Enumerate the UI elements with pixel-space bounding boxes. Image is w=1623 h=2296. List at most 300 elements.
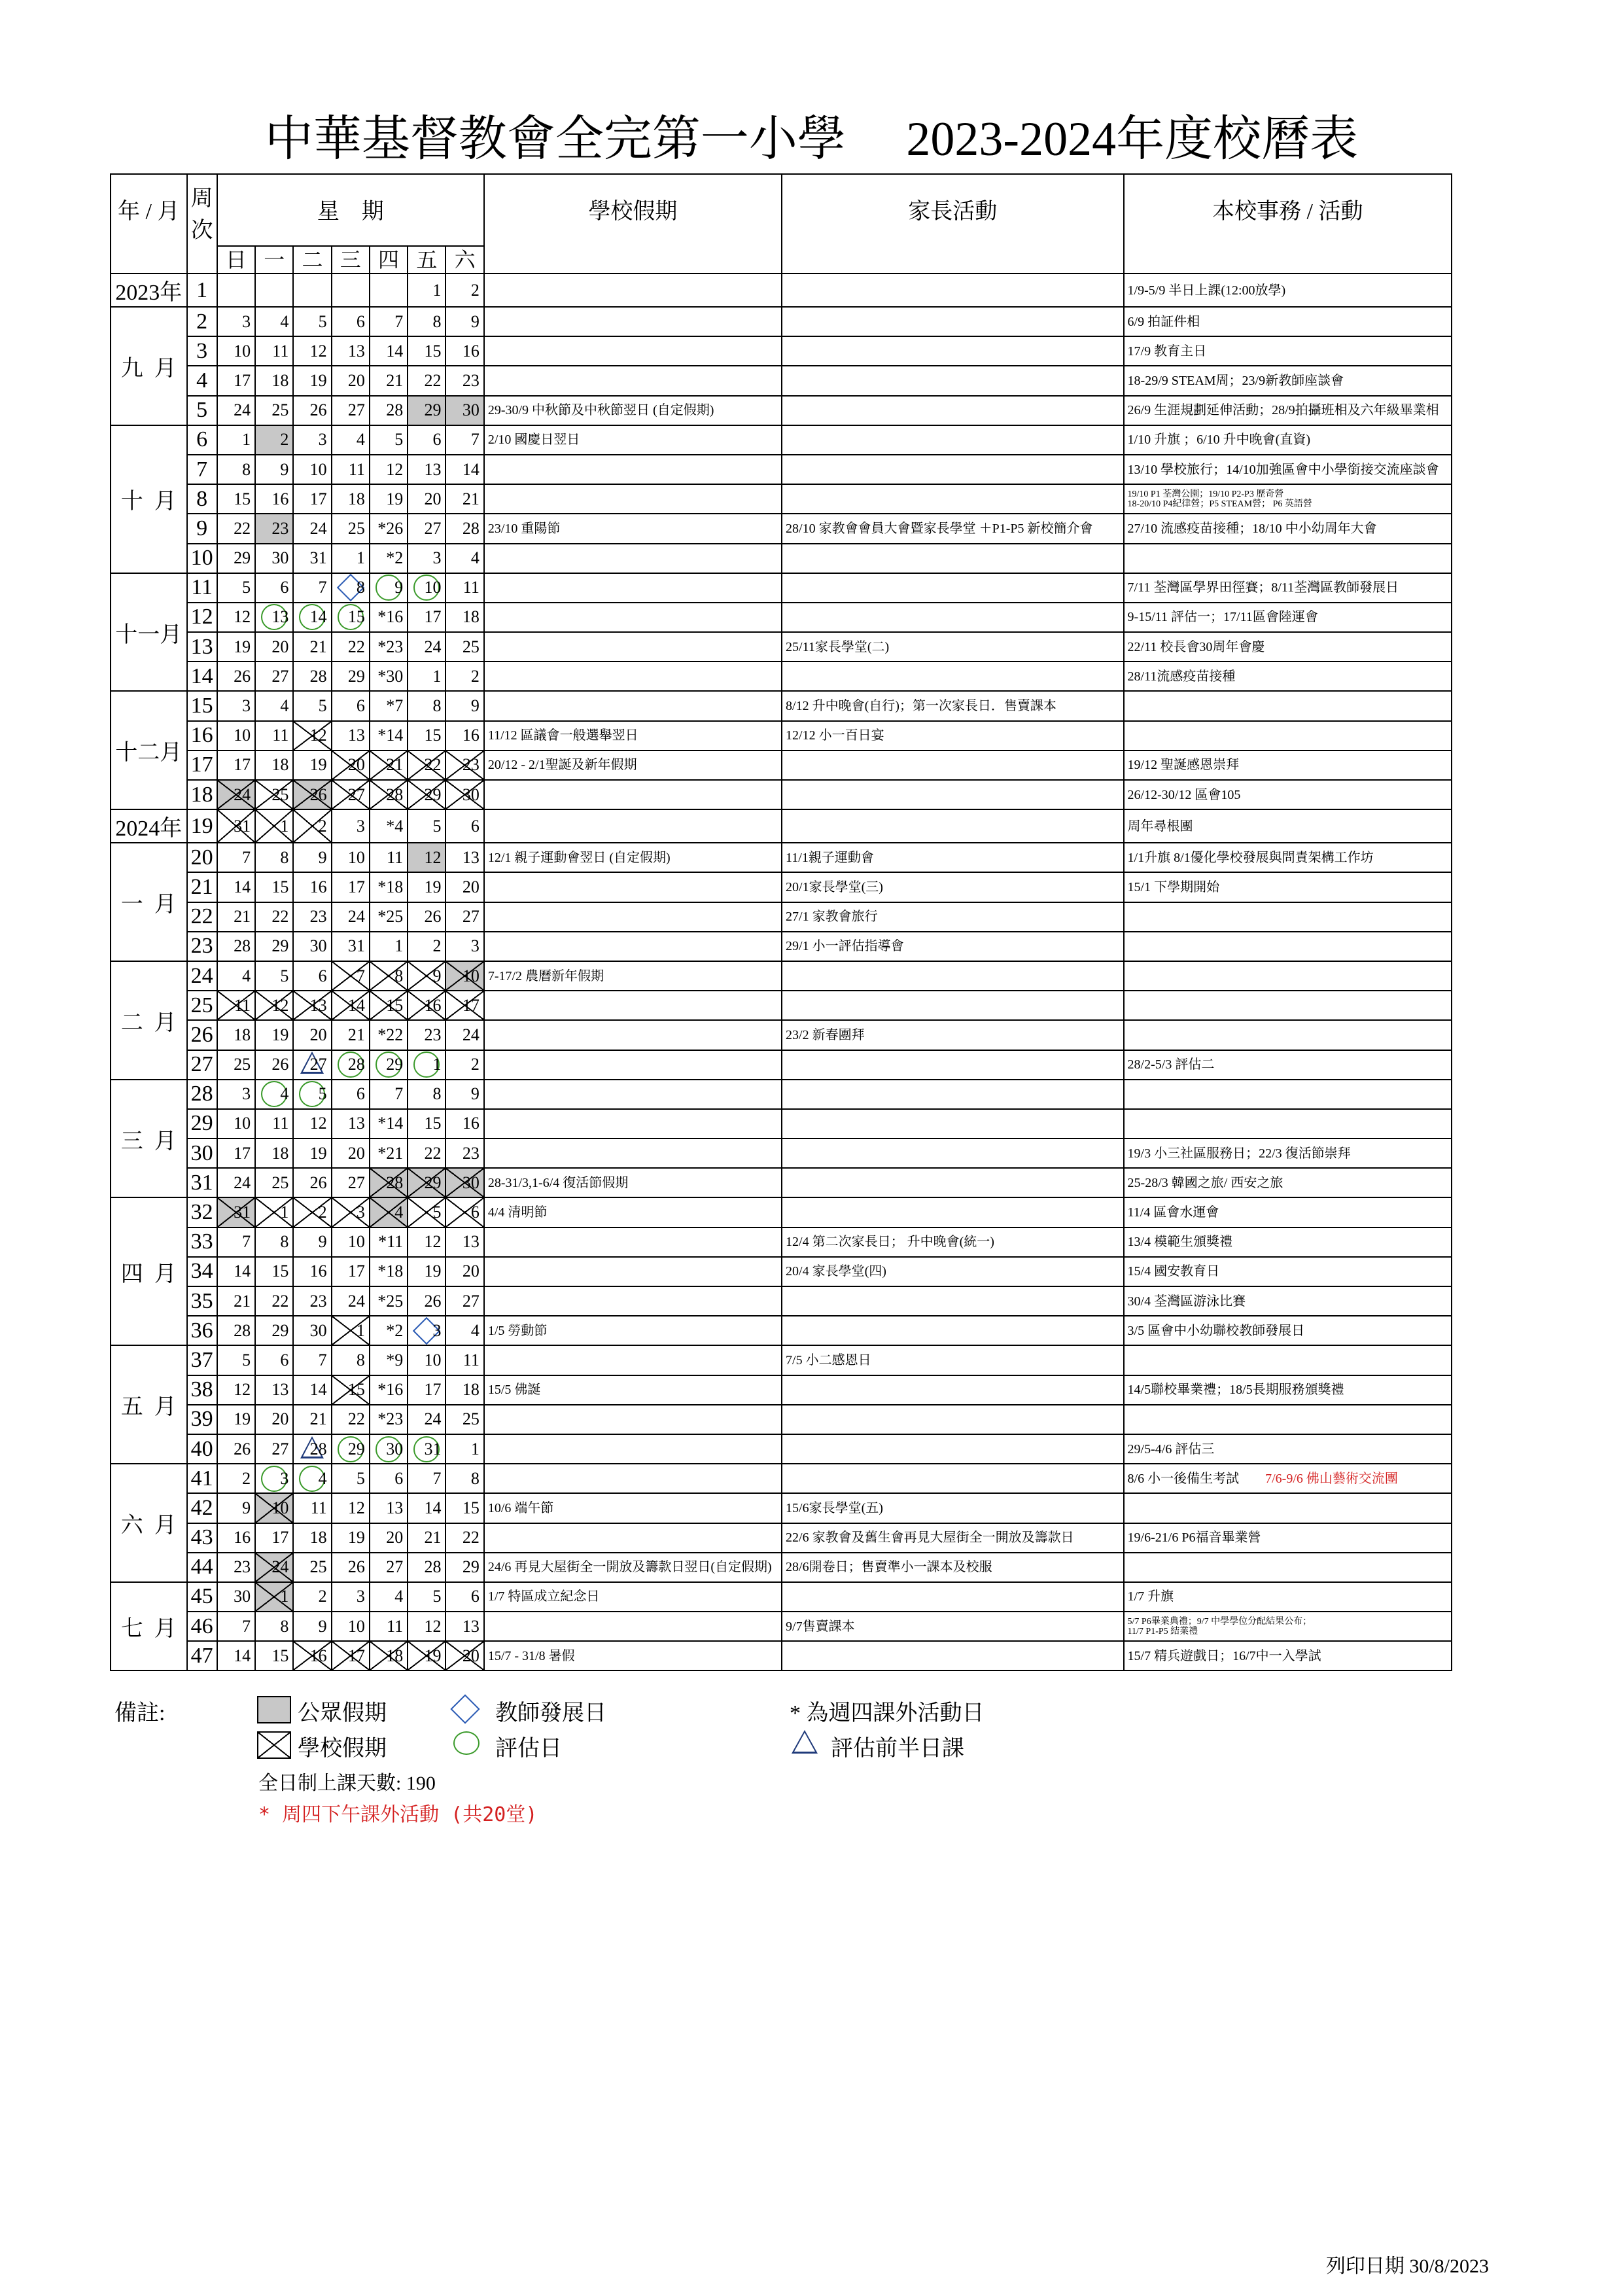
day-number: 8 [432,1084,442,1104]
day-number: 25 [271,400,289,420]
school-holiday-cell [484,1405,782,1434]
day-cell [370,307,408,336]
week-row [111,1050,1452,1080]
day-number: 30 [309,1320,327,1340]
school-affairs-red-text: 7/6-9/6 佛山藝術交流團 [1265,1471,1398,1486]
day-number: 17 [234,755,251,775]
day-cell [408,780,445,809]
day-cell [293,1405,331,1434]
day-number: 18 [462,1380,480,1400]
parent-activity-cell [782,396,1124,425]
day-cell [370,366,408,395]
day-number: 17 [424,607,442,627]
school-holiday-cell-text: 15/7 - 31/8 暑假 [487,1648,575,1663]
school-holiday-cell [484,809,782,843]
day-number: 20 [347,370,365,390]
day-cell [332,1080,370,1109]
school-affairs-cell [1124,721,1452,751]
week-row [111,336,1452,366]
parent-activity-cell [782,1464,1124,1493]
day-number: 22 [271,1291,289,1311]
school-holiday-cell [484,932,782,961]
day-number: 23 [462,1143,480,1163]
day-number: 7 [394,1084,404,1104]
day-number: 6 [470,1203,480,1222]
day-cell [408,1139,445,1168]
school-holiday-cell-text: 1/5 勞動節 [487,1323,548,1338]
day-cell [255,573,293,603]
parent-activity-cell-text: 8/12 升中晚會(自行)；第一次家長日．售賣課本 [786,699,1056,714]
day-cell [445,1227,483,1257]
day-cell [445,809,483,843]
day-cell [370,455,408,484]
day-cell [217,1168,255,1197]
page-title: 中華基督教會全完第一小學 2023-2024年度校曆表 [264,113,1359,166]
day-cell [332,514,370,543]
day-cell [255,1345,293,1375]
day-number: 1 [394,936,404,956]
day-number: 11 [462,578,480,597]
day-cell [370,544,408,573]
month-label: 三 月 [111,1080,187,1198]
day-cell [408,1464,445,1493]
week-row [111,1020,1452,1050]
day-cell [370,1405,408,1434]
day-cell [293,809,331,843]
day-number: 7 [470,430,480,450]
school-affairs-cell [1124,1316,1452,1345]
day-number: 23 [271,518,289,538]
parent-activity-cell-text: 23/2 新春團拜 [786,1027,865,1042]
day-cell [255,366,293,395]
day-cell [370,751,408,780]
day-cell [445,1345,483,1375]
school-affairs-cell-text: 17/9 教育主日 [1127,344,1207,359]
day-number: 28 [424,1557,442,1577]
month-label: 2024年 [111,809,187,843]
day-cell [293,662,331,691]
week-row [111,366,1452,395]
day-cell [445,1020,483,1050]
day-number: 17 [347,1646,365,1665]
day-cell [332,1523,370,1553]
day-number: 3 [356,816,365,836]
day-number: 12 [424,847,442,867]
day-cell [293,780,331,809]
day-cell [255,514,293,543]
day-cell [445,484,483,514]
day-number: 16 [424,995,442,1015]
school-holiday-cell [484,1553,782,1582]
day-cell [217,961,255,991]
day-number: 9 [318,1232,327,1252]
week-row [111,751,1452,780]
school-affairs-cell-text: 9-15/11 評估一；17/11區會陸運會 [1127,610,1318,625]
day-number: 9 [242,1498,251,1517]
school-holiday-cell-text: 10/6 端午節 [487,1500,554,1515]
school-holiday-cell [484,425,782,455]
parent-activity-cell [782,1612,1124,1641]
day-cell [408,336,445,366]
day-cell [332,396,370,425]
day-cell [370,902,408,932]
day-cell [255,780,293,809]
day-cell [332,1464,370,1493]
day-cell [445,1582,483,1612]
school-affairs-cell [1124,1020,1452,1050]
month-label: 五 月 [111,1345,187,1464]
day-number: 17 [347,877,365,896]
day-cell [408,1641,445,1670]
week-number: 17 [187,751,217,780]
school-affairs-cell-text-2: 18-20/10 P4紀律營；P5 STEAM營； P6 英語營 [1127,499,1312,509]
parent-activity-cell-text: 9/7售賣課本 [786,1619,855,1634]
day-number: 10 [462,966,480,985]
week-number: 9 [187,514,217,543]
day-number: 11 [234,995,251,1015]
week-row [111,573,1452,603]
day-cell [255,1641,293,1670]
day-cell [293,1109,331,1139]
parent-activity-cell-text: 27/1 家教會旅行 [786,910,878,925]
day-number: 12 [309,341,327,361]
day-number: 12 [309,726,327,745]
parent-activity-cell [782,1257,1124,1286]
day-number: 10 [424,578,442,597]
school-affairs-cell-text: 25-28/3 韓國之旅/ 西安之旅 [1127,1175,1283,1190]
day-number: 14 [309,1380,327,1400]
day-number: 7 [356,966,365,985]
school-affairs-cell [1124,396,1452,425]
day-cell [408,1020,445,1050]
legend-assessment: 評估日 [495,1737,562,1761]
day-cell [255,1582,293,1612]
day-cell [332,1050,370,1080]
day-number: 30 [462,1173,480,1192]
day-cell [408,544,445,573]
week-number: 46 [187,1612,217,1641]
day-cell [217,1464,255,1493]
day-number: 23 [424,1025,442,1044]
day-number: 13 [424,459,442,479]
day-cell [445,366,483,395]
day-number: 11 [462,1350,480,1369]
school-holiday-cell [484,1050,782,1080]
day-number: 27 [309,1055,327,1074]
day-cell [217,274,255,307]
school-holiday-cell [484,603,782,632]
day-cell [217,902,255,932]
day-cell [217,336,255,366]
day-number: 28 [386,1173,404,1192]
school-holiday-cell [484,307,782,336]
day-cell [217,1405,255,1434]
public-holiday-swatch [257,1696,291,1723]
week-number: 11 [187,573,217,603]
week-number: 35 [187,1286,217,1316]
day-number: 7 [242,1232,251,1252]
day-cell [408,1197,445,1227]
day-number: 11 [387,847,404,867]
school-holiday-cell-text: 12/1 親子運動會翌日 (自定假期) [487,850,671,865]
day-cell [255,274,293,307]
day-cell [255,1523,293,1553]
day-cell [408,1050,445,1080]
day-number: 20 [386,1528,404,1547]
day-cell [370,991,408,1020]
day-cell [332,1345,370,1375]
day-number: 28 [386,785,404,804]
day-number: 9 [432,966,442,985]
day-number: 30 [462,400,480,420]
day-cell [445,1257,483,1286]
week-number: 22 [187,902,217,932]
week-number: 33 [187,1227,217,1257]
day-cell [255,336,293,366]
day-cell [332,603,370,632]
day-cell [445,455,483,484]
day-cell [408,632,445,662]
day-cell [217,1523,255,1553]
day-number: 1 [432,280,442,300]
day-cell [332,721,370,751]
week-row [111,809,1452,843]
day-number: 15 [424,1114,442,1133]
day-number: *14 [377,726,404,745]
day-cell [217,721,255,751]
school-affairs-cell-text: 13/10 學校旅行；14/10加強區會中小學銜接交流座談會 [1127,462,1439,477]
circle-icon [453,1731,480,1755]
day-cell [370,1375,408,1405]
school-holiday-cell-text: 24/6 再見大屋街全一開放及籌款日翌日(自定假期) [487,1560,772,1575]
day-number: 14 [234,1646,251,1665]
day-cell [408,961,445,991]
day-number: 9 [318,1616,327,1636]
school-holiday-cell [484,843,782,872]
school-holiday-cell [484,1464,782,1493]
day-number: 3 [470,936,480,956]
week-row [111,843,1452,872]
parent-activity-cell [782,1345,1124,1375]
day-number: 27 [462,1291,480,1311]
day-number: 15 [462,1498,480,1517]
parent-activity-cell-text: 11/1親子運動會 [786,850,874,865]
school-affairs-cell [1124,961,1452,991]
day-number: 20 [271,637,289,656]
week-row [111,1227,1452,1257]
day-cell [370,484,408,514]
day-cell [293,1168,331,1197]
week-row [111,632,1452,662]
day-cell [255,425,293,455]
school-affairs-cell-text: 30/4 荃灣區游泳比賽 [1127,1294,1246,1309]
day-cell [255,1109,293,1139]
day-number: 2 [318,1587,327,1606]
week-header: 周次 [187,174,217,274]
school-affairs-cell-text: 22/11 校長會30周年會慶 [1127,639,1265,654]
month-label: 十二月 [111,691,187,809]
day-number: 21 [386,755,404,775]
day-number: 4 [394,1203,404,1222]
school-affairs-cell [1124,603,1452,632]
day-cell [408,1523,445,1553]
day-cell [370,1227,408,1257]
school-affairs-cell [1124,1109,1452,1139]
day-number: 2 [432,936,442,956]
week-row [111,1345,1452,1375]
week-number: 42 [187,1493,217,1523]
day-cell [408,425,445,455]
day-number: *16 [377,1380,404,1400]
day-cell [217,1080,255,1109]
day-number: 22 [424,755,442,775]
week-row [111,1257,1452,1286]
school-holiday-cell [484,1612,782,1641]
day-number: 26 [424,1291,442,1311]
day-number: 8 [280,1616,289,1636]
parent-activity-cell [782,1493,1124,1523]
day-cell [445,632,483,662]
week-number: 28 [187,1080,217,1109]
day-number: 11 [348,459,365,479]
day-number: 14 [309,607,327,627]
day-number: 8 [394,966,404,985]
school-affairs-cell [1124,425,1452,455]
school-affairs-cell [1124,514,1452,543]
day-cell [445,843,483,872]
weekday-header: 星 期 [217,174,484,246]
day-number: 29 [347,666,365,686]
day-cell [408,1286,445,1316]
day-cell [332,1434,370,1464]
day-number: 10 [234,726,251,745]
day-number: 3 [432,548,442,568]
day-cell [408,1257,445,1286]
day-number: 5 [280,966,289,985]
parent-activity-cell [782,1168,1124,1197]
day-number: 13 [462,847,480,867]
day-cell [293,932,331,961]
day-number: 6 [356,311,365,331]
day-number: 10 [347,847,365,867]
day-number: 19 [234,637,251,656]
day-cell [332,1493,370,1523]
school-affairs-cell [1124,1464,1452,1493]
day-cell [332,1612,370,1641]
school-affairs-cell-text: 15/1 下學期開始 [1127,879,1220,894]
day-number: 16 [309,1646,327,1665]
day-header-mon: 一 [255,246,293,274]
day-cell [255,1493,293,1523]
day-cell [293,632,331,662]
day-cell [370,425,408,455]
parent-activity-cell [782,721,1124,751]
day-number: 13 [462,1232,480,1252]
week-row [111,902,1452,932]
school-holiday-cell [484,632,782,662]
day-number: 15 [347,607,365,627]
week-number: 20 [187,843,217,872]
day-number: 15 [386,995,404,1015]
day-cell [293,1434,331,1464]
day-number: 10 [234,341,251,361]
week-row [111,1553,1452,1582]
school-holiday-cell-text: 4/4 清明節 [487,1205,548,1220]
day-number: 4 [470,548,480,568]
school-affairs-cell-text: 1/9-5/9 半日上課(12:00放學) [1127,283,1286,298]
day-number: *18 [377,1262,404,1281]
day-cell [370,1641,408,1670]
day-cell [445,396,483,425]
day-number: 4 [394,1587,404,1606]
day-number: 26 [424,907,442,927]
day-number: 5 [318,1084,327,1104]
day-cell [217,1050,255,1080]
parent-activity-cell [782,603,1124,632]
school-affairs-cell [1124,809,1452,843]
day-cell [370,961,408,991]
day-cell [370,1434,408,1464]
day-cell [255,1464,293,1493]
day-number: 9 [470,696,480,716]
day-number: 24 [309,518,327,538]
day-number: 23 [309,907,327,927]
day-number: 19 [309,1143,327,1163]
week-number: 36 [187,1316,217,1345]
parent-activity-cell [782,514,1124,543]
school-affairs-cell-text: 27/10 流感疫苗接種；18/10 中小幼周年大會 [1127,521,1377,536]
day-cell [255,396,293,425]
legend [114,1688,1357,1839]
day-cell [255,632,293,662]
day-cell [332,425,370,455]
school-holiday-cell [484,1375,782,1405]
day-cell [408,396,445,425]
day-cell [332,632,370,662]
day-cell [332,1257,370,1286]
legend-half-day: 評估前半日課 [831,1737,964,1761]
day-cell [445,1286,483,1316]
day-cell [370,603,408,632]
week-number: 23 [187,932,217,961]
day-cell [408,809,445,843]
school-affairs-cell-text: 19/3 小三社區服務日；22/3 復活節崇拜 [1127,1146,1351,1161]
day-number: 19 [424,877,442,896]
school-holiday-cell [484,1257,782,1286]
day-header-thu: 四 [370,246,408,274]
day-number: 19 [309,755,327,775]
day-cell [255,1375,293,1405]
week-number: 8 [187,484,217,514]
day-number: 10 [424,1350,442,1369]
legend-thursday-note: * 為週四課外活動日 [790,1701,985,1725]
parent-activity-cell [782,632,1124,662]
week-number: 29 [187,1109,217,1139]
week-row [111,1582,1452,1612]
school-affairs-cell [1124,1582,1452,1612]
day-number: 18 [234,1025,251,1044]
week-number: 34 [187,1257,217,1286]
day-cell [255,691,293,720]
day-number: 19 [234,1409,251,1429]
day-cell [293,961,331,991]
day-number: 27 [271,1439,289,1458]
day-cell [408,1375,445,1405]
school-holiday-cell [484,1316,782,1345]
day-number: 10 [271,1498,289,1517]
school-affairs-cell [1124,1612,1452,1641]
day-number: 24 [424,637,442,656]
